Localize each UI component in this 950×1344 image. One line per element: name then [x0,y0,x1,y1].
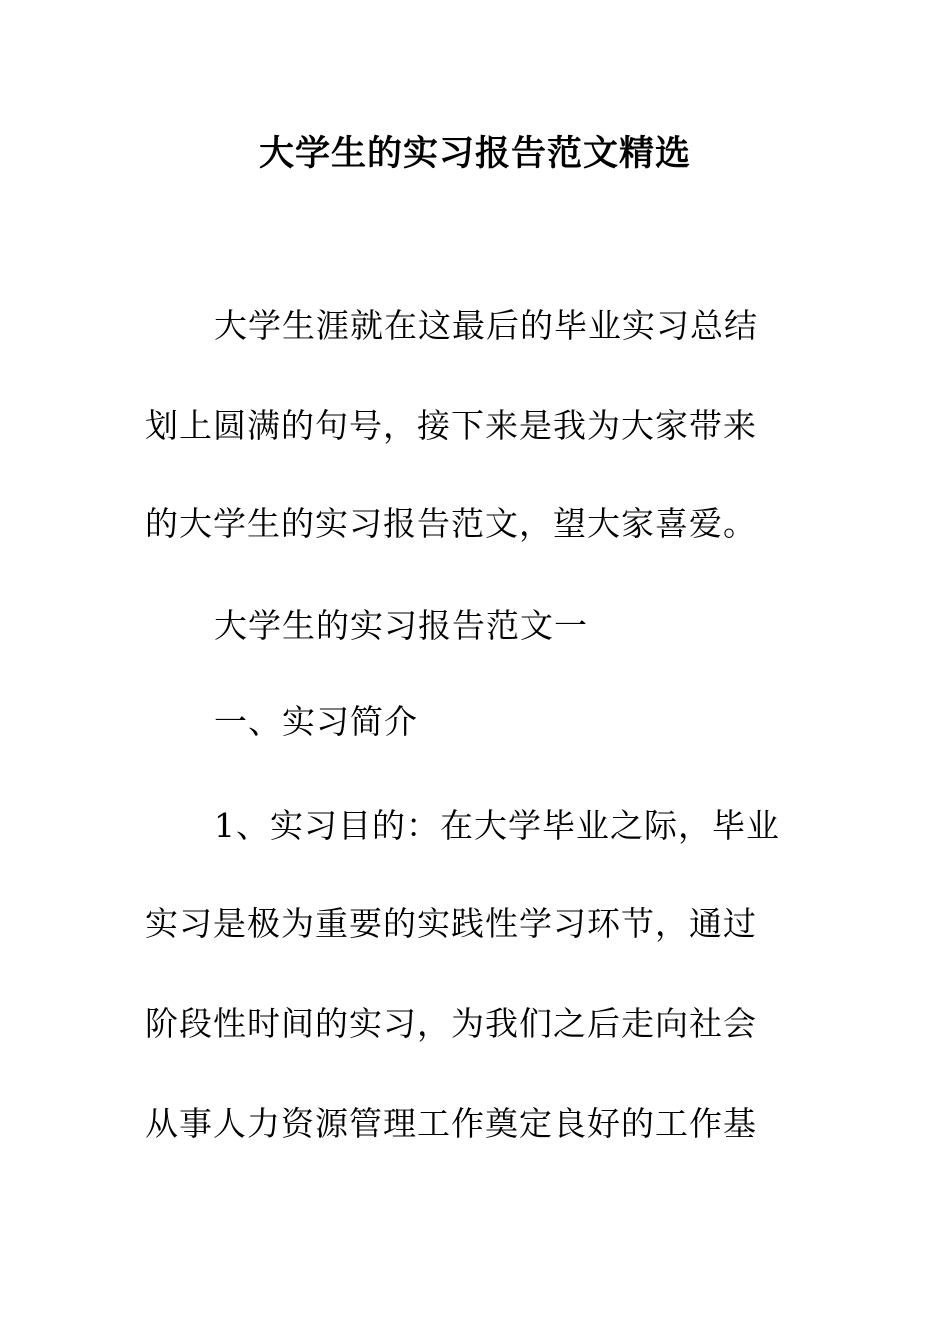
paragraph-line: 阶段性时间的实习，为我们之后走向社会 [145,1004,757,1043]
subsection-heading: 一、实习简介 [214,702,418,741]
paragraph-line: 从事人力资源管理工作奠定良好的工作基 [145,1104,757,1143]
paragraph-line: 大学生涯就在这最后的毕业实习总结 [214,306,758,345]
paragraph-line: 的大学生的实习报告范文，望大家喜爱。 [145,504,757,543]
paragraph-line: 1、实习目的：在大学毕业之际，毕业 [214,806,780,845]
section-heading: 大学生的实习报告范文一 [214,606,588,645]
document-title: 大学生的实习报告范文精选 [258,133,691,174]
paragraph-line: 实习是极为重要的实践性学习环节，通过 [145,904,757,943]
paragraph-line: 划上圆满的句号，接下来是我为大家带来 [145,406,757,445]
